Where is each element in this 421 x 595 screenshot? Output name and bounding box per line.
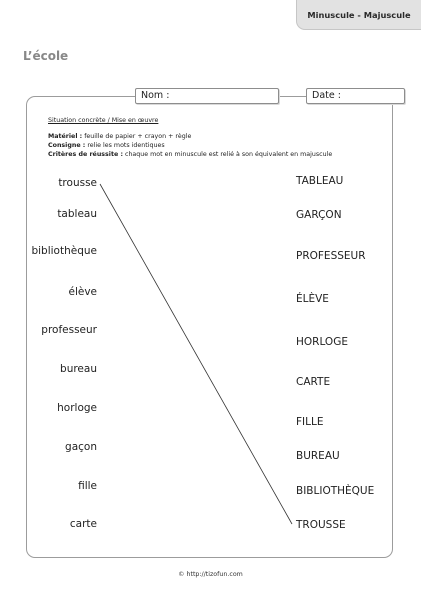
uppercase-word[interactable]: BUREAU	[296, 450, 340, 462]
page-title: L’école	[23, 49, 69, 63]
uppercase-word[interactable]: ÉLÈVE	[296, 293, 329, 305]
footer-url[interactable]: http://tizofun.com	[186, 571, 243, 578]
copyright-icon: ©	[178, 571, 185, 578]
uppercase-word[interactable]: TABLEAU	[296, 175, 344, 187]
lowercase-word[interactable]: tableau	[57, 208, 97, 220]
uppercase-word[interactable]: BIBLIOTHÈQUE	[296, 485, 375, 497]
lowercase-word[interactable]: trousse	[58, 177, 97, 189]
lowercase-word[interactable]: carte	[69, 518, 97, 530]
consigne-text: relie les mots identiques	[87, 142, 165, 149]
footer	[0, 571, 421, 578]
tab-label: Minuscule - Majuscule	[307, 9, 411, 20]
uppercase-word[interactable]: CARTE	[296, 376, 331, 388]
criteres-text: chaque mot en minuscule est relié à son équivalent en majuscule	[124, 151, 333, 158]
lowercase-word[interactable]: élève	[68, 286, 97, 298]
uppercase-word[interactable]: TROUSSE	[296, 519, 346, 531]
materiel-label: Matériel :	[48, 133, 83, 140]
lowercase-word[interactable]: bureau	[60, 363, 97, 375]
criteres-label: Critères de réussite :	[48, 151, 123, 158]
uppercase-word[interactable]: GARÇON	[296, 209, 342, 221]
lowercase-word[interactable]: fille	[78, 480, 97, 492]
uppercase-word[interactable]: PROFESSEUR	[296, 250, 366, 262]
nom-label: Nom :	[141, 90, 170, 101]
date-label: Date :	[312, 90, 341, 101]
lowercase-word[interactable]: gaçon	[65, 441, 97, 453]
lowercase-word[interactable]: bibliothèque	[31, 245, 97, 257]
uppercase-word[interactable]: HORLOGE	[296, 336, 348, 348]
example-match-line	[100, 184, 292, 524]
consigne-label: Consigne :	[48, 142, 86, 149]
situation-heading: Situation concrète / Mise en œuvre	[48, 117, 159, 124]
uppercase-word[interactable]: FILLE	[296, 416, 324, 428]
lowercase-word[interactable]: professeur	[41, 324, 97, 336]
materiel-text: feuille de papier + crayon + règle	[84, 133, 192, 140]
lowercase-word[interactable]: horloge	[57, 402, 97, 414]
